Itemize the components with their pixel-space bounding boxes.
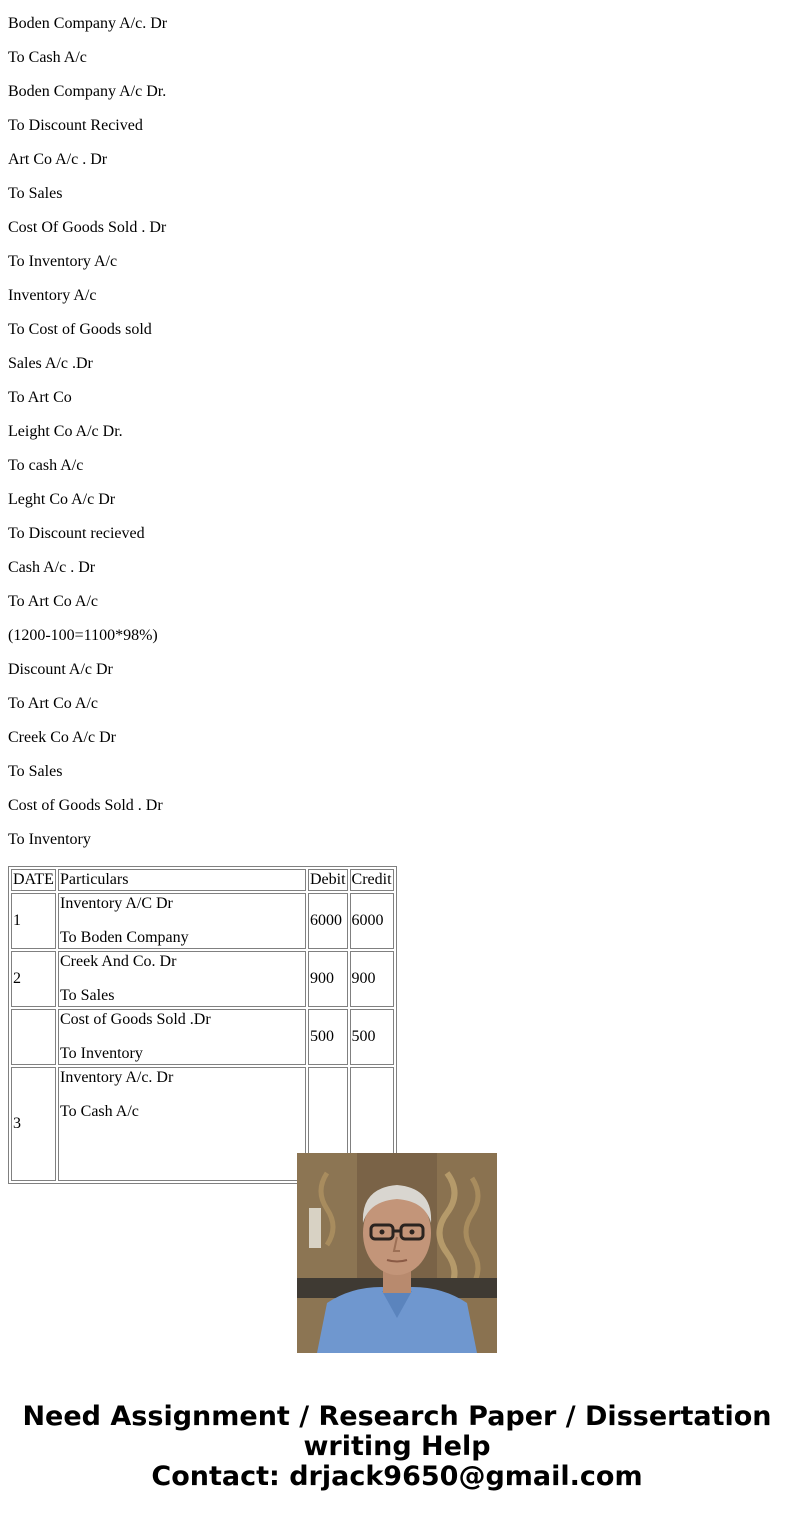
entry-line: To Inventory [8, 831, 91, 848]
header-credit: Credit [350, 869, 394, 891]
author-avatar [297, 1153, 497, 1353]
entry-line: To Discount recieved [8, 525, 145, 542]
promo-line-1: Need Assignment / Research Paper / Dissertation [22, 1401, 772, 1432]
particular-debit: Inventory A/C Dr [60, 895, 173, 912]
entry-line: Discount A/c Dr [8, 661, 113, 678]
entry-line: Cash A/c . Dr [8, 559, 96, 576]
entry-line: To Discount Recived [8, 117, 143, 134]
row-particulars [58, 893, 306, 949]
row-particulars [58, 1067, 306, 1181]
entry-line: Inventory A/c [8, 287, 97, 304]
entry-line: To Cash A/c [8, 49, 87, 66]
entry-line: Cost Of Goods Sold . Dr [8, 219, 167, 236]
row-date: 3 [11, 1067, 56, 1181]
promo-contact: Contact: drjack9650@gmail.com [151, 1461, 643, 1492]
particular-debit: Creek And Co. Dr [60, 953, 177, 970]
table-row [11, 951, 394, 1007]
entry-line: Leght Co A/c Dr [8, 491, 116, 508]
journal-table [8, 866, 397, 1184]
row-credit: 500 [350, 1009, 394, 1065]
header-date: DATE [11, 869, 56, 891]
entry-line: To Cost of Goods sold [8, 321, 152, 338]
row-date: 2 [11, 951, 56, 1007]
table-header-row [11, 869, 394, 891]
particular-credit: To Boden Company [60, 929, 189, 946]
entry-line: Boden Company A/c. Dr [8, 15, 168, 32]
row-debit: 900 [308, 951, 348, 1007]
entry-line: Creek Co A/c Dr [8, 729, 116, 746]
row-debit: 6000 [308, 893, 348, 949]
entry-line: To Inventory A/c [8, 253, 118, 270]
promo-line-2: writing Help [303, 1431, 491, 1462]
entry-line: Boden Company A/c Dr. [8, 83, 167, 100]
particular-debit: Cost of Goods Sold .Dr [60, 1011, 211, 1028]
entry-line: Cost of Goods Sold . Dr [8, 797, 163, 814]
journal-table-container [8, 866, 398, 1132]
entry-line: (1200-100=1100*98%) [8, 627, 158, 644]
row-debit: 500 [308, 1009, 348, 1065]
author-portrait-image [297, 1153, 497, 1353]
row-date: 1 [11, 893, 56, 949]
table-row [11, 893, 394, 949]
particular-debit: Inventory A/c. Dr [60, 1069, 174, 1086]
row-particulars [58, 1009, 306, 1065]
particular-credit: To Inventory [60, 1045, 143, 1062]
entry-line: To cash A/c [8, 457, 84, 474]
row-credit: 900 [350, 951, 394, 1007]
entry-line: Art Co A/c . Dr [8, 151, 108, 168]
journal-entries-list [8, 0, 786, 850]
header-particulars: Particulars [58, 869, 306, 891]
row-credit: 6000 [350, 893, 394, 949]
entry-line: Sales A/c .Dr [8, 355, 93, 372]
particular-credit: To Cash A/c [60, 1103, 139, 1120]
entry-line: To Art Co A/c [8, 593, 98, 610]
entry-line: Leight Co A/c Dr. [8, 423, 123, 440]
entry-line: To Art Co [8, 389, 72, 406]
row-date [11, 1009, 56, 1065]
entry-line: To Sales [8, 185, 63, 202]
entry-line: To Sales [8, 763, 63, 780]
entry-line: To Art Co A/c [8, 695, 98, 712]
row-particulars [58, 951, 306, 1007]
header-debit: Debit [308, 869, 348, 891]
particular-credit: To Sales [60, 987, 115, 1004]
promo-banner [0, 1402, 794, 1492]
table-row [11, 1009, 394, 1065]
